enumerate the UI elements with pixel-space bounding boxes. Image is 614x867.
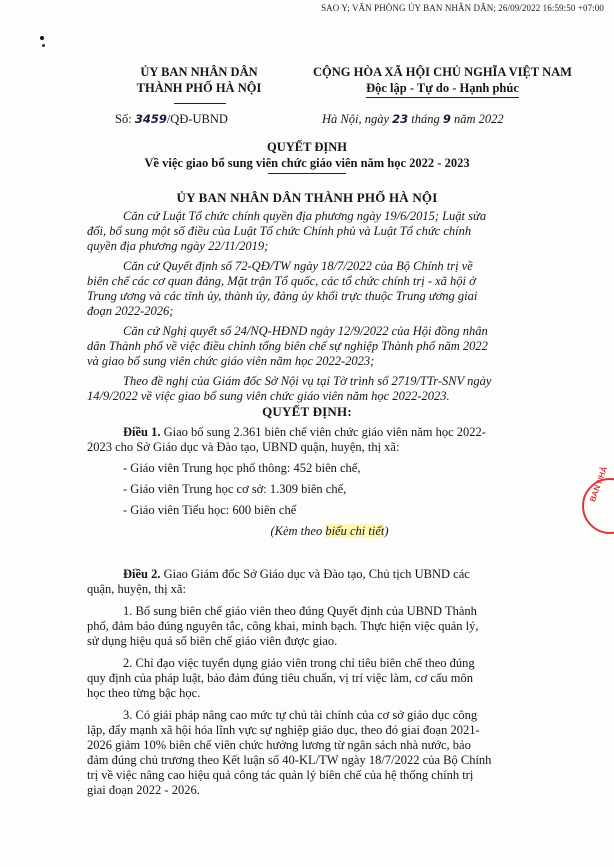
date-month-word: tháng [411,112,440,126]
article-1-label: Điều 1. [123,425,161,439]
issuer-heading: ỦY BAN NHÂN DÂN THÀNH PHỐ HÀ NỘI [176,190,438,205]
preamble-paragraph [87,209,552,254]
preamble-paragraph [87,374,552,404]
clause-line: 3. Có giải pháp nâng cao mức tự chủ tài chính của cơ sở giáo dục công [123,708,478,722]
handwritten-number: 3459 [134,112,167,126]
date-suffix: năm 2022 [454,112,504,126]
clause-line: đảm đúng chủ trương theo Kết luận số 40-KL/TW ngày 18/7/2022 của Bộ Chính [87,753,492,767]
national-motto: Độc lập - Tự do - Hạnh phúc [366,80,519,98]
preamble-line: và giao bổ sung viên chức giáo viên năm học 2022-2023; [87,354,375,368]
seal-text: BAN NHÂ [588,465,610,504]
preamble-paragraph [87,324,552,369]
document-subject: Về việc giao bổ sung viên chức giáo viên năm học 2022 - 2023 [144,156,470,170]
article-1-line: 2023 cho Sở Giáo dục và Đào tạo, UBND quận, huyện, thị xã: [87,440,400,454]
article-1-text: Giao bổ sung 2.361 biên chế viên chức giáo viên năm học 2022- [163,425,486,439]
clause-line: 1. Bổ sung biên chế giáo viên theo đúng Quyết định của UBND Thành [123,604,477,618]
date-prefix: Hà Nội, ngày [322,112,390,126]
handwritten-month: 9 [442,112,451,126]
clause-line: giai đoạn 2022 - 2026. [87,783,200,797]
preamble [87,209,552,404]
article-2-line: quận, huyện, thị xã: [87,582,186,596]
agency-underline [174,103,226,104]
article-2 [87,567,552,798]
preamble-line: đổi, bổ sung một số điều của Luật Tổ chức Chính phủ và Luật Tổ chức chính [87,224,472,238]
article-2-line [87,567,552,582]
clause-line: 2. Chỉ đạo việc tuyển dụng giáo viên trong chỉ tiêu biên chế theo đúng [123,656,475,670]
preamble-line: Theo đề nghị của Giám đốc Sở Nội vụ tại Tờ trình số 2719/TTr-SNV ngày [123,374,492,388]
preamble-paragraph [87,259,552,319]
scan-mark [42,44,45,47]
preamble-line: Trung ương và các tỉnh ủy, thành ủy, đảng ủy khối trực thuộc Trung ương giai [87,289,478,303]
issuing-agency [104,64,294,96]
clause-line: sử dụng hiệu quả số biên chế giáo viên được giao. [87,634,338,648]
attachment-note [87,524,552,539]
handwritten-day: 23 [392,112,409,126]
article-2-text: Giao Giám đốc Sở Giáo dục và Đào tạo, Chủ tịch UBND các [163,567,470,581]
article-2-clause [87,656,552,701]
preamble-line: dân Thành phố về việc điều chỉnh tổng biên chế sự nghiệp Thành phố năm 2022 [87,339,488,353]
quota-item: - Giáo viên Tiểu học: 600 biên chế [123,503,297,517]
preamble-line: quyền địa phương ngày 22/11/2019; [87,239,269,253]
article-2-clause [87,604,552,649]
attachment-highlight: biểu chi tiết [325,524,385,538]
article-2-clause [87,708,552,798]
number-suffix: /QĐ-UBND [166,112,228,126]
article-1 [87,425,552,539]
article-2-label: Điều 2. [123,567,161,581]
preamble-line: Căn cứ Nghị quyết số 24/NQ-HĐND ngày 12/9/2022 của Hội đồng nhân [123,324,488,338]
clause-line: trị về việc nâng cao hiệu quả công tác quản lý biên chế của hệ thống chính trị [87,768,474,782]
attachment-prefix: (Kèm theo [270,524,326,538]
quota-item: - Giáo viên Trung học phổ thông: 452 biên chế, [123,461,361,475]
clause-line: học theo từng bậc học. [87,686,201,700]
clause-line: lập, đẩy mạnh xã hội hóa lĩnh vực sự nghiệp giáo dục, theo đó giai đoạn 2021- [87,723,480,737]
subject-underline [268,173,346,174]
clause-line: quy định của pháp luật, bảo đảm đúng tiêu chuẩn, vị trí việc làm, cơ cấu môn [87,671,474,685]
agency-name-line1: ỦY BAN NHÂN DÂN [140,65,258,79]
attachment-suffix: ) [384,524,389,538]
quota-item: - Giáo viên Trung học cơ sở: 1.309 biên chế, [123,482,347,496]
digital-copy-notice: SAO Y; VĂN PHÒNG ỦY BAN NHÂN DÂN; 26/09/2022 16:59:50 +07:00 [321,3,604,13]
preamble-line: đoạn 2022-2026; [87,304,174,318]
preamble-line: Căn cứ Luật Tổ chức chính quyền địa phương ngày 19/6/2015; Luật sửa [123,209,487,223]
clause-line: 2026 giảm 10% biên chế viên chức hưởng lương từ ngân sách nhà nước, bảo [87,738,471,752]
preamble-line: biên chế các cơ quan đảng, Mặt trận Tổ quốc, các tổ chức chính trị - xã hội ở [87,274,476,288]
preamble-line: Căn cứ Quyết định số 72-QĐ/TW ngày 18/7/2022 của Bộ Chính trị về [123,259,473,273]
number-prefix: Số: [115,112,132,126]
clause-line: phố, đảm bảo đúng nguyên tắc, công khai, minh bạch. Thực hiện việc quản lý, [87,619,479,633]
agency-name-line2: THÀNH PHỐ HÀ NỘI [136,81,262,95]
document-date [322,112,504,127]
decision-heading: QUYẾT ĐỊNH: [262,404,352,419]
scan-mark [40,36,44,40]
document-number [115,112,228,127]
official-seal-fragment [582,465,614,534]
document-title: QUYẾT ĐỊNH [267,140,347,154]
national-heading [290,64,595,98]
article-1-line [87,425,552,440]
country-name: CỘNG HÒA XÃ HỘI CHỦ NGHĨA VIỆT NAM [313,65,572,79]
preamble-line: 14/9/2022 về việc giao bổ sung viên chức giáo viên năm học 2022-2023. [87,389,450,403]
